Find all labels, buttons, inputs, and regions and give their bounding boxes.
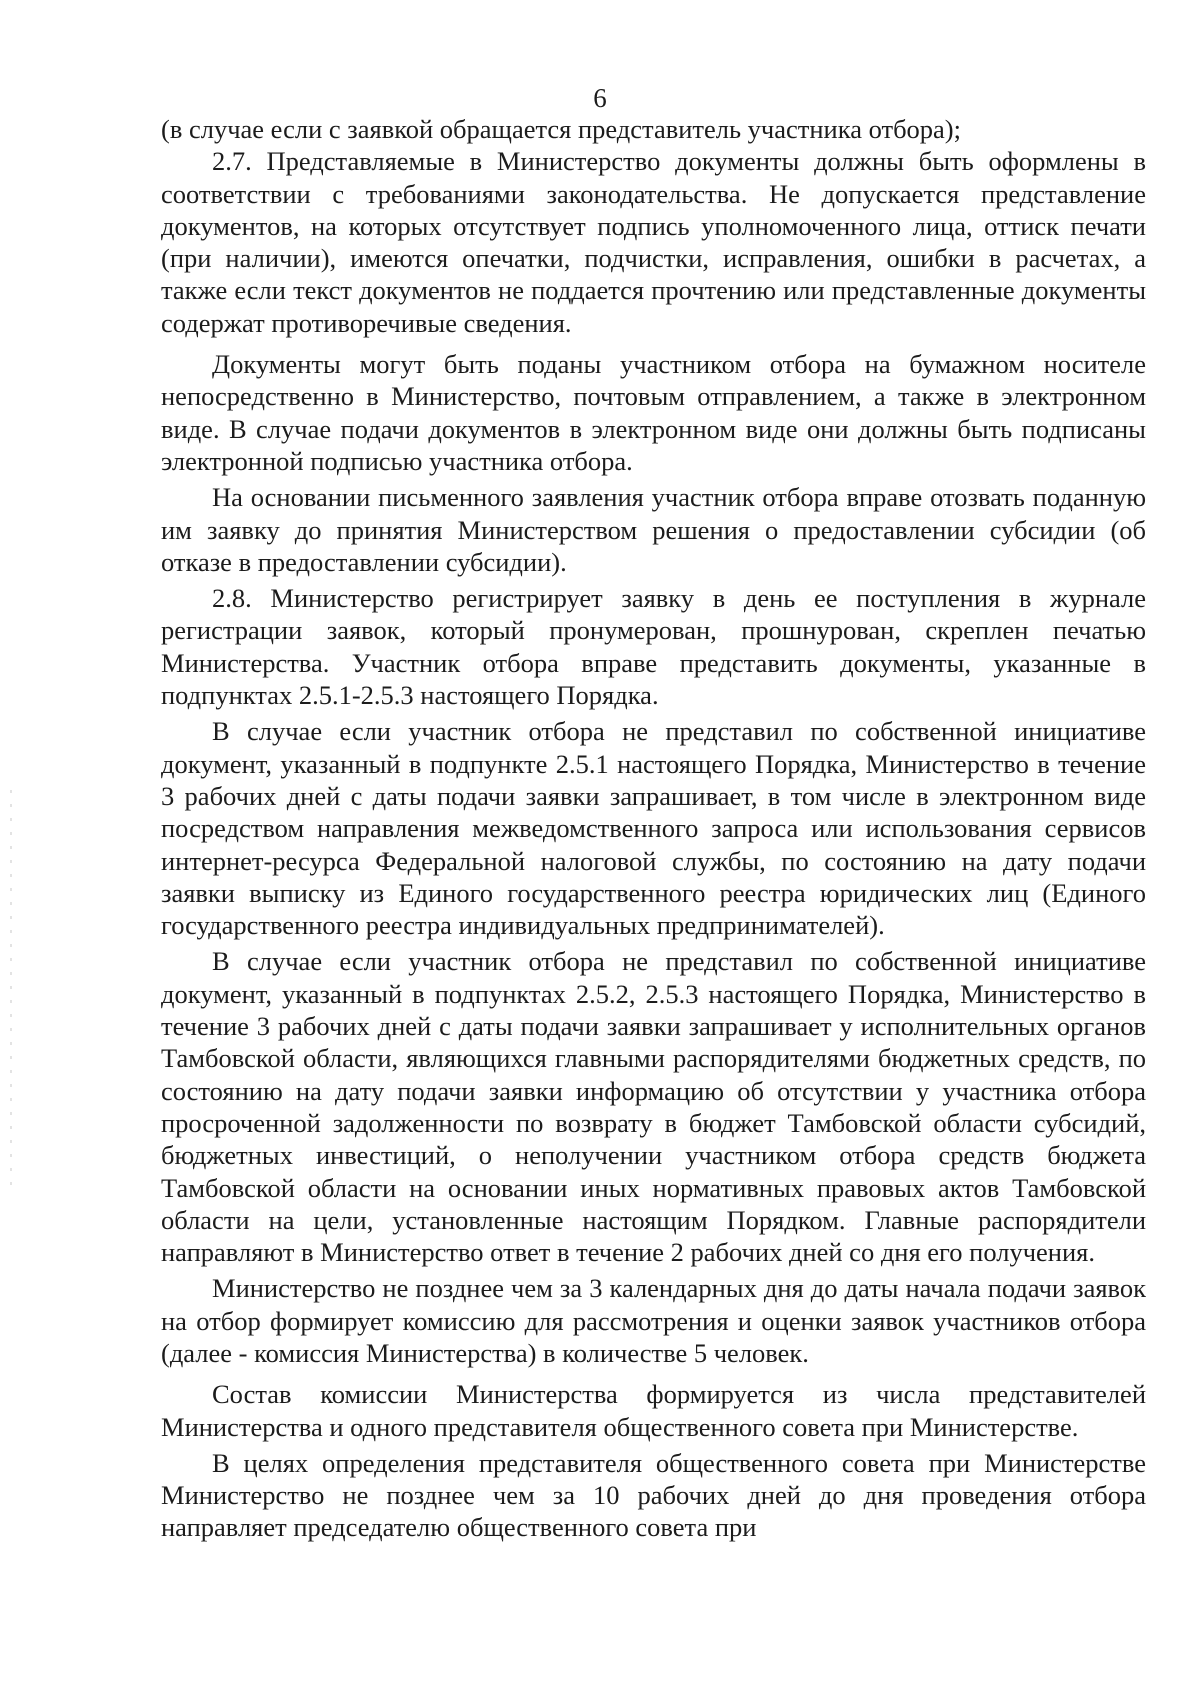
paragraph-representative-note: (в случае если с заявкой обращается представитель участника отбора);	[161, 114, 961, 144]
page-number: 6	[593, 83, 607, 113]
paragraph-withdrawal: На основании письменного заявления участник отбора вправе отозвать поданную им заявку до принятия Министерством решения о предоставлении субсидии (об отказе в предоставлении субсидии).	[161, 482, 1146, 577]
paragraph-public-council: В целях определения представителя общественного совета при Министерстве Министерство не позднее чем за 10 рабочих дней до дня проведения отбора направляет председателю общественного совета при	[161, 1447, 1146, 1543]
scan-margin-marks	[10, 790, 12, 1190]
paragraph-submission-methods: Документы могут быть поданы участником отбора на бумажном носителе непосредственно в Министерство, почтовым отправлением, а также в электронном виде. В случае подачи документов в электронном виде они должны быть подписаны электронной подписью участника отбора.	[161, 349, 1146, 476]
paragraph-commission-formation: Министерство не позднее чем за 3 календарных дня до даты начала подачи заявок на отбор формирует комиссию для рассмотрения и оценки заявок участников отбора (далее - комиссия Министерства) в количестве 5 человек.	[161, 1273, 1146, 1368]
paragraph-debt-request: В случае если участник отбора не представил по собственной инициативе документ, указанный в подпунктах 2.5.2, 2.5.3 настоящего Порядка, Министерство в течение 3 рабочих дней с даты подачи заявки запрашивает у исполнительных органов Тамбовской области, являющихся главными распорядителями бюджетных средств, по состоянию на дату подачи заявки информацию об отсутствии у участника отбора просроченной задолженности по возврату в бюджет Тамбовской области субсидий, бюджетных инвестиций, о неполучении участником отбора средств бюджета Тамбовской области на основании иных нормативных правовых актов Тамбовской области на цели, установленные настоящим Порядком. Главные распорядители направляют в Министерство ответ в течение 2 рабочих дней со дня его получения.	[161, 946, 1146, 1268]
paragraph-2-7: 2.7. Представляемые в Министерство документы должны быть оформлены в соответствии с требованиями законодательства. Не допускается представление документов, на которых отсутствует подпись уполномоченного лица, оттиск печати (при наличии), имеются опечатки, подчистки, исправления, ошибки в расчетах, а также если текст документов не поддается прочтению или представленные документы содержат противоречивые сведения.	[161, 146, 1146, 338]
paragraph-registry-request: В случае если участник отбора не представил по собственной инициативе документ, указанный в подпункте 2.5.1 настоящего Порядка, Министерство в течение 3 рабочих дней с даты подачи заявки запрашивает, в том числе в электронном виде посредством направления межведомственного запроса или использования сервисов интернет-ресурса Федеральной налоговой службы, по состоянию на дату подачи заявки выписку из Единого государственного реестра юридических лиц (Единого государственного реестра индивидуальных предпринимателей).	[161, 716, 1146, 941]
document-body	[161, 113, 1146, 1544]
paragraph-2-8: 2.8. Министерство регистрирует заявку в день ее поступления в журнале регистрации заявок, который пронумерован, прошнурован, скреплен печатью Министерства. Участник отбора вправе представить документы, указанные в подпунктах 2.5.1-2.5.3 настоящего Порядка.	[161, 583, 1146, 711]
paragraph-commission-composition: Состав комиссии Министерства формируется из числа представителей Министерства и одного представителя общественного совета при Министерстве.	[161, 1379, 1146, 1442]
